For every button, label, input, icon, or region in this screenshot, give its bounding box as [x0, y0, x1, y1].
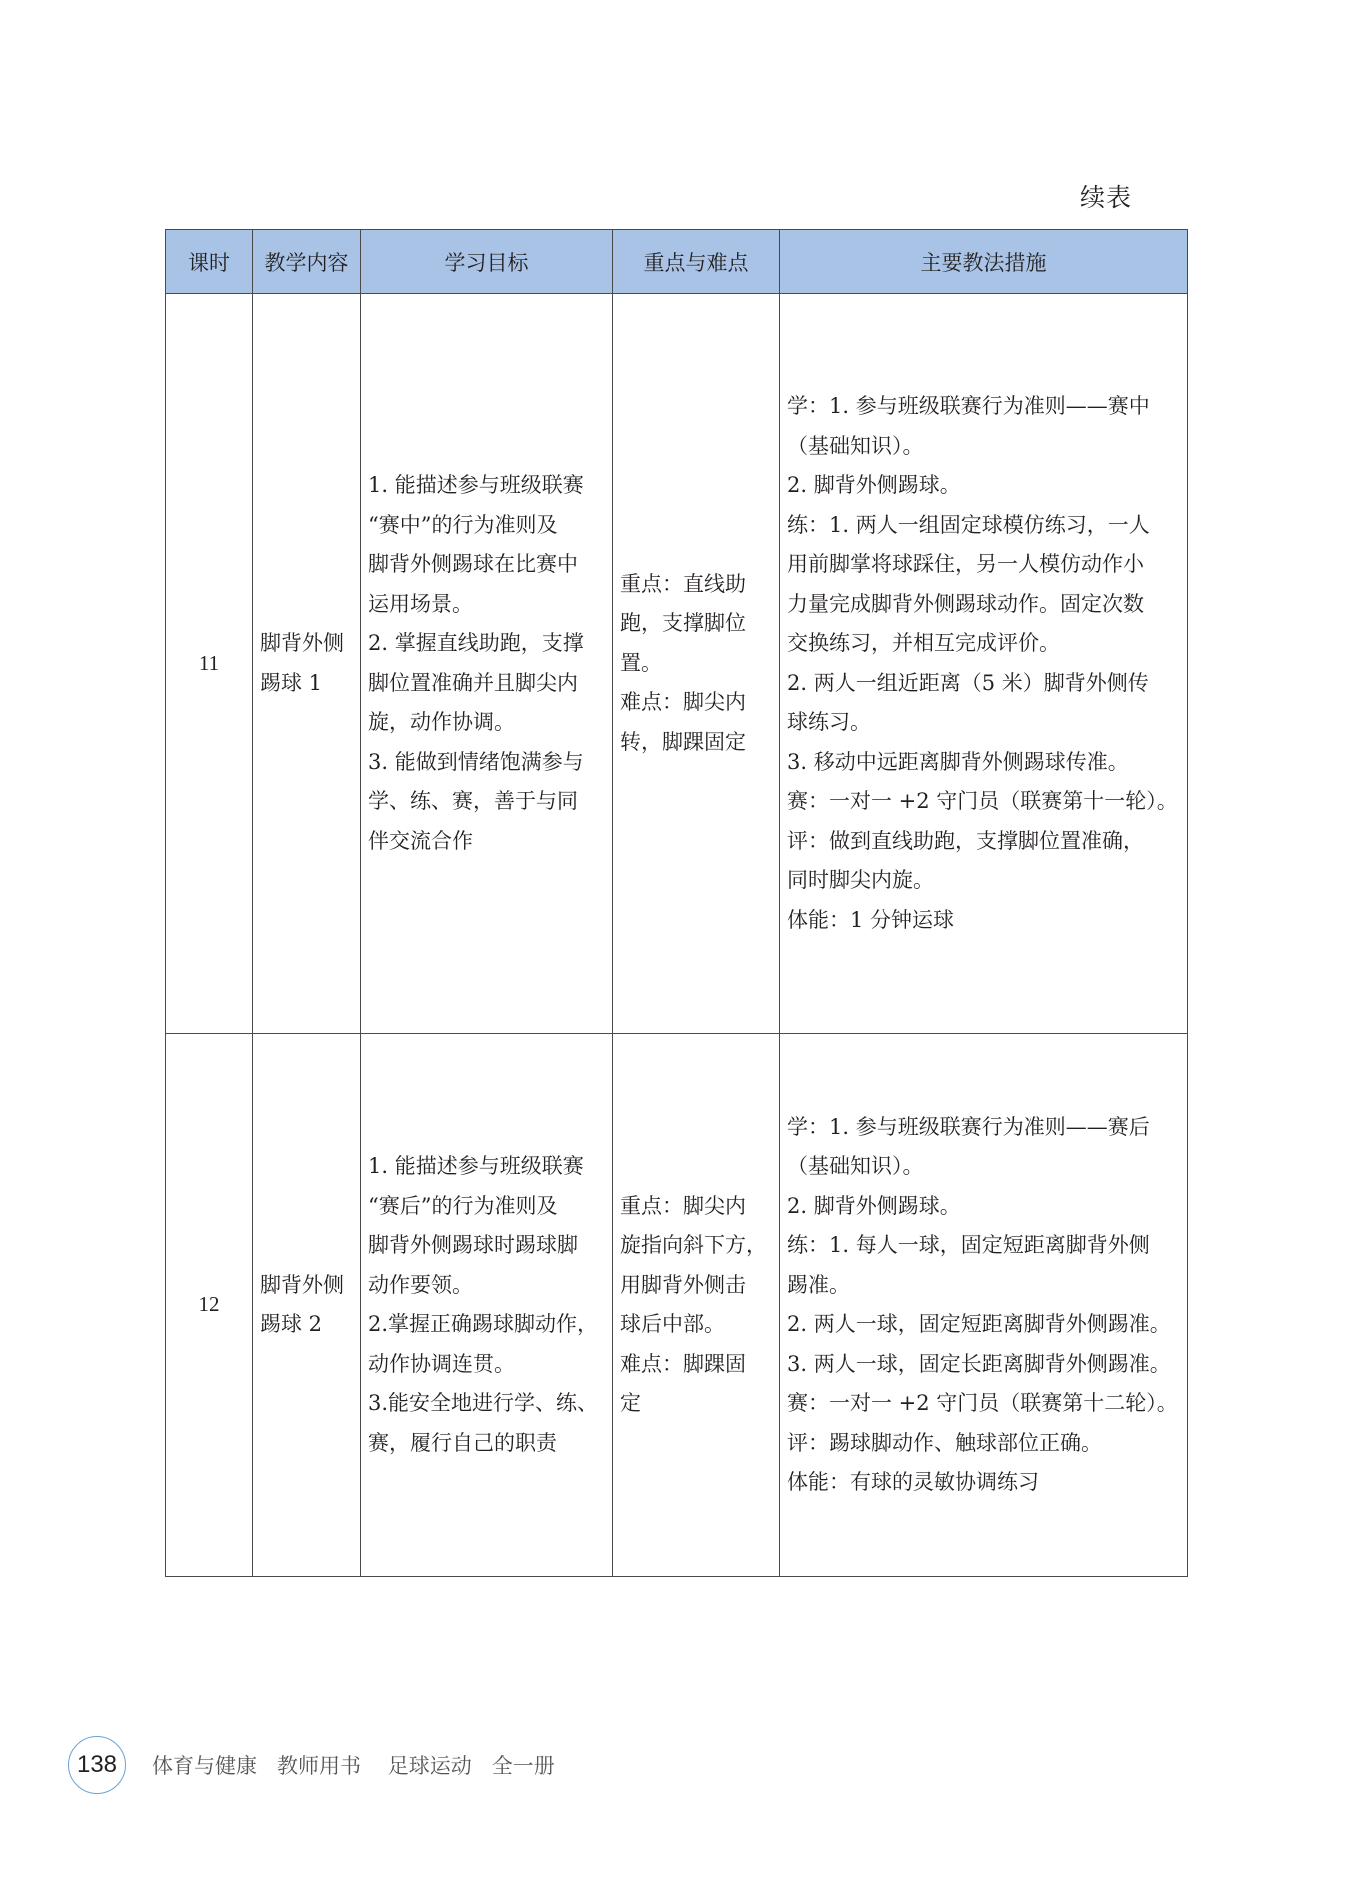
key-point-line: 跑，支撑脚位	[620, 611, 746, 636]
key-point-line: 球后中部。	[620, 1312, 725, 1336]
key-point-line: 转，脚踝固定	[620, 729, 746, 754]
goal-line: “赛中”的行为准则及	[368, 512, 558, 537]
teaching-methods	[780, 294, 1188, 1034]
key-points	[613, 294, 780, 1034]
method-line: （基础知识）。	[787, 433, 924, 458]
content-line: 脚背外侧	[260, 631, 344, 655]
goal-line: 动作要领。	[368, 1272, 473, 1297]
goal-line: “赛后”的行为准则及	[368, 1193, 558, 1218]
key-point-line: 置。	[620, 650, 662, 675]
goal-line: 1. 能描述参与班级联赛	[368, 473, 584, 497]
book-title: 体育与健康 教师用书 足球运动 全一册	[152, 1754, 555, 1778]
goal-line: 动作协调连贯。	[368, 1351, 515, 1376]
method-line: 3. 两人一球，固定长距离脚背外侧踢准。	[787, 1351, 1171, 1376]
page-number: 138	[68, 1736, 126, 1794]
key-point-line: 旋指向斜下方，	[620, 1233, 767, 1257]
content-line: 踢球 1	[260, 670, 323, 695]
key-point-line: 定	[620, 1391, 641, 1415]
lesson-number: 12	[166, 1034, 253, 1577]
method-line: 评：踢球脚动作、触球部位正确。	[787, 1430, 1102, 1455]
table-row	[166, 294, 1188, 1034]
method-line: 练：1. 两人一组固定球模仿练习，一人	[787, 512, 1150, 537]
goal-line: 旋，动作协调。	[368, 710, 515, 734]
method-line: 赛：一对一 +2 守门员（联赛第十二轮）。	[787, 1391, 1178, 1415]
goal-line: 运用场景。	[368, 591, 473, 616]
content-line: 踢球 2	[260, 1312, 323, 1336]
method-line: 体能：1 分钟运球	[787, 907, 955, 932]
method-line: 体能：有球的灵敏协调练习	[787, 1470, 1039, 1494]
method-line: 踢准。	[787, 1272, 850, 1297]
key-point-line: 难点：脚踝固	[620, 1351, 746, 1376]
header-lesson: 课时	[166, 230, 253, 294]
goal-line: 2. 掌握直线助跑，支撑	[368, 631, 584, 655]
key-point-line: 用脚背外侧击	[620, 1272, 746, 1297]
key-point-line: 重点：直线助	[620, 571, 746, 596]
method-line: 2. 脚背外侧踢球。	[787, 473, 961, 497]
key-points	[613, 1034, 780, 1577]
content-line: 脚背外侧	[260, 1272, 344, 1297]
method-line: 力量完成脚背外侧踢球动作。固定次数	[787, 591, 1144, 616]
header-methods: 主要教法措施	[780, 230, 1188, 294]
method-line: 学：1. 参与班级联赛行为准则——赛后	[787, 1114, 1150, 1139]
method-line: 交换练习，并相互完成评价。	[787, 631, 1060, 655]
table-row	[166, 1034, 1188, 1577]
goal-line: 学、练、赛，善于与同	[368, 789, 578, 813]
method-line: 评：做到直线助跑，支撑脚位置准确，	[787, 828, 1144, 853]
continued-table-label: 续表	[1080, 183, 1133, 212]
lesson-number: 11	[166, 294, 253, 1034]
method-line: 3. 移动中远距离脚背外侧踢球传准。	[787, 749, 1129, 774]
lesson-plan-table	[165, 229, 1188, 1577]
method-line: 2. 两人一球，固定短距离脚背外侧踢准。	[787, 1312, 1171, 1336]
key-point-line: 难点：脚尖内	[620, 690, 746, 715]
goal-line: 脚背外侧踢球在比赛中	[368, 552, 578, 576]
header-content: 教学内容	[253, 230, 361, 294]
goal-line: 3. 能做到情绪饱满参与	[368, 749, 584, 774]
goal-line: 脚背外侧踢球时踢球脚	[368, 1233, 578, 1257]
key-point-line: 重点：脚尖内	[620, 1193, 746, 1218]
header-goals: 学习目标	[361, 230, 613, 294]
goal-line: 3.能安全地进行学、练、	[368, 1391, 599, 1415]
method-line: 2. 两人一组近距离（5 米）脚背外侧传	[787, 670, 1149, 695]
method-line: 练：1. 每人一球，固定短距离脚背外侧	[787, 1233, 1150, 1257]
goal-line: 脚位置准确并且脚尖内	[368, 670, 578, 695]
method-line: 同时脚尖内旋。	[787, 868, 934, 892]
learning-goals	[361, 294, 613, 1034]
goal-line: 伴交流合作	[368, 828, 473, 853]
teaching-methods	[780, 1034, 1188, 1577]
teaching-content	[253, 1034, 361, 1577]
goal-line: 2.掌握正确踢球脚动作，	[368, 1312, 599, 1336]
method-line: 用前脚掌将球踩住，另一人模仿动作小	[787, 552, 1144, 576]
header-key-points: 重点与难点	[613, 230, 780, 294]
learning-goals	[361, 1034, 613, 1577]
goal-line: 1. 能描述参与班级联赛	[368, 1154, 584, 1178]
method-line: 赛：一对一 +2 守门员（联赛第十一轮）。	[787, 789, 1178, 813]
method-line: 球练习。	[787, 710, 871, 734]
method-line: 学：1. 参与班级联赛行为准则——赛中	[787, 394, 1150, 418]
page-footer	[68, 1736, 555, 1794]
method-line: （基础知识）。	[787, 1154, 924, 1178]
table-header-row	[166, 230, 1188, 294]
teaching-content	[253, 294, 361, 1034]
method-line: 2. 脚背外侧踢球。	[787, 1193, 961, 1218]
goal-line: 赛，履行自己的职责	[368, 1430, 557, 1455]
